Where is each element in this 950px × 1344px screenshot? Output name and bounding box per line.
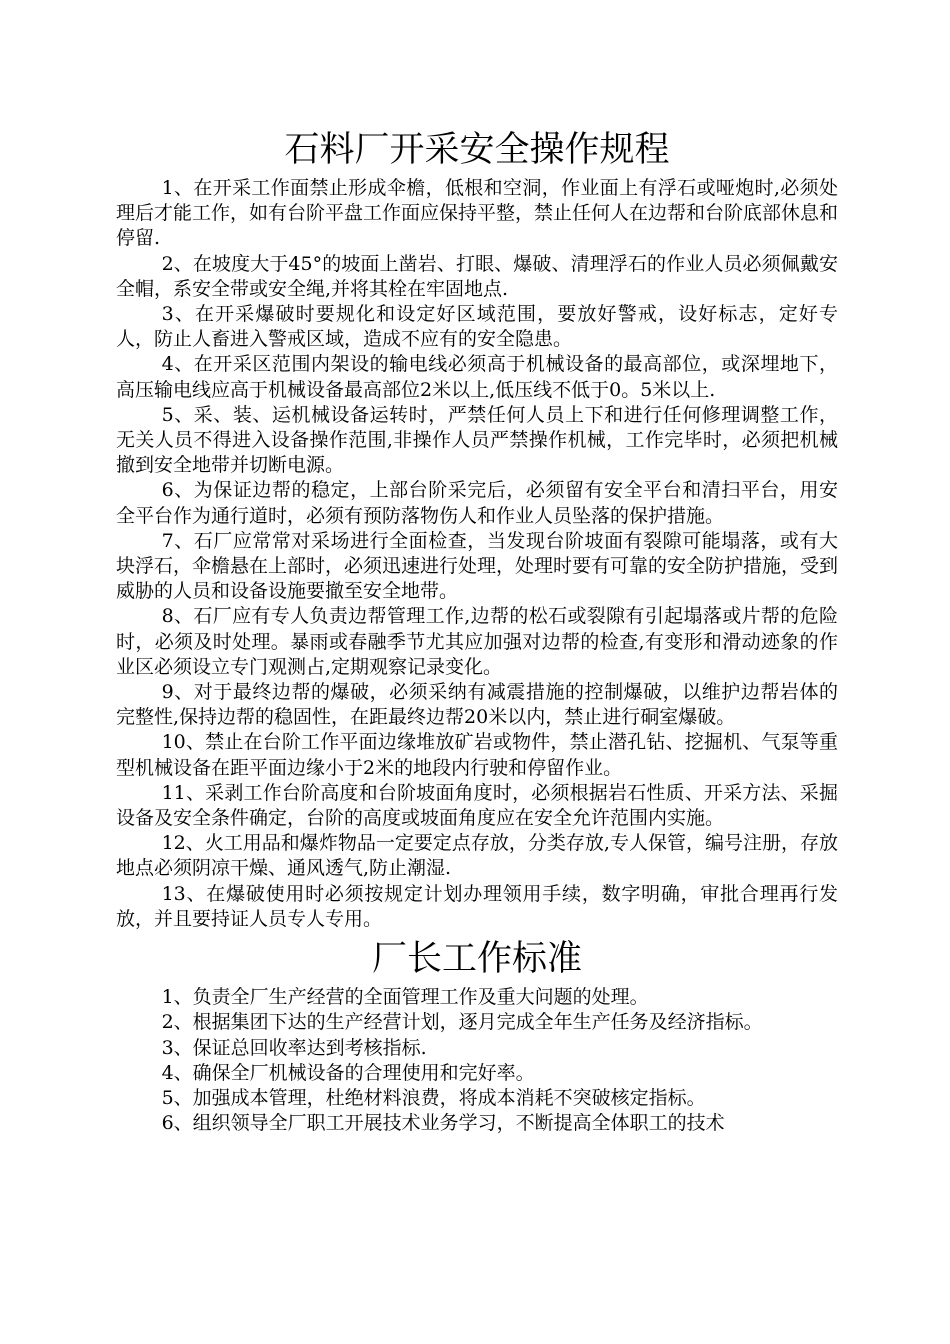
rule-paragraph-7: 7、石厂应常常对采场进行全面检查，当发现台阶坡面有裂隙可能塌落，或有大块浮石，伞檐悬在上部时，必须迅速进行处理，处理时要有可靠的安全防护措施，受到威胁的人员和设备设施要撤至安全地带。 xyxy=(116,529,839,603)
rule-paragraph-9: 9、对于最终边帮的爆破，必须采纳有减震措施的控制爆破，以维护边帮岩体的完整性,保持边帮的稳固性，在距最终边帮20米以内，禁止进行硐室爆破。 xyxy=(116,681,838,729)
standard-paragraph-6: 6、组织领导全厂职工开展技术业务学习，不断提高全体职工的技术 xyxy=(161,1112,725,1135)
document-page xyxy=(116,124,838,1136)
rule-paragraph-8: 8、石厂应有专人负责边帮管理工作,边帮的松石或裂隙有引起塌落或片帮的危险时，必须及时处理。暴雨或春融季节尤其应加强对边帮的检查,有变形和滑动迹象的作业区必须设立专门观测占,定期观察记录变化。 xyxy=(116,605,838,678)
standard-paragraph-3: 3、保证总回收率达到考核指标. xyxy=(161,1036,427,1059)
section-title-safety-rules: 石料厂开采安全操作规程 xyxy=(284,130,670,170)
rule-paragraph-6: 6、为保证边帮的稳定，上部台阶采完后，必须留有安全平台和清扫平台，用安全平台作为通行道时，必须有预防落物伤人和作业人员坠落的保护措施。 xyxy=(116,479,838,527)
rule-paragraph-10: 10、禁止在台阶工作平面边缘堆放矿岩或物件，禁止潜孔钻、挖掘机、气泵等重型机械设备在距平面边缘小于2米的地段内行驶和停留作业。 xyxy=(116,731,838,779)
standard-paragraph-5: 5、加强成本管理，杜绝材料浪费，将成本消耗不突破核定指标。 xyxy=(161,1086,706,1109)
rule-paragraph-1: 1、在开采工作面禁止形成伞檐，低根和空洞，作业面上有浮石或哑炮时,必须处理后才能工作，如有台阶平盘工作面应保持平整，禁止任何人在边帮和台阶底部休息和停留. xyxy=(116,177,839,250)
rule-paragraph-11: 11、采剥工作台阶高度和台阶坡面角度时，必须根据岩石性质、开采方法、采掘设备及安全条件确定，台阶的高度或坡面角度应在安全允许范围内实施。 xyxy=(116,781,838,830)
rule-paragraph-13: 13、在爆破使用时必须按规定计划办理领用手续，数字明确，审批合理再行发放，并且要持证人员专人专用。 xyxy=(116,882,838,930)
rule-paragraph-3: 3、在开采爆破时要规化和设定好区域范围，要放好警戒，设好标志，定好专人，防止人畜进入警戒区域，造成不应有的安全隐患。 xyxy=(116,303,838,351)
rule-paragraph-12: 12、火工用品和爆炸物品一定要定点存放，分类存放,专人保管，编号注册，存放地点必须阴凉干燥、通风透气,防止潮湿. xyxy=(116,832,838,880)
standard-paragraph-1: 1、负责全厂生产经营的全面管理工作及重大问题的处理。 xyxy=(161,986,649,1009)
safety-rules-section xyxy=(116,124,838,932)
rule-paragraph-2: 2、在坡度大于45°的坡面上凿岩、打眼、爆破、清理浮石的作业人员必须佩戴安全帽，系安全带或安全绳,并将其栓在牢固地点. xyxy=(116,252,838,300)
section-title-director-standards: 厂长工作标准 xyxy=(371,939,582,980)
rule-paragraph-5: 5、采、装、运机械设备运转时，严禁任何人员上下和进行任何修理调整工作，无关人员不得进入设备操作范围,非操作人员严禁操作机械，工作完毕时，必须把机械撤到安全地带并切断电源。 xyxy=(116,403,838,477)
rule-paragraph-4: 4、在开采区范围内架设的输电线必须高于机械设备的最高部位，或深埋地下，高压输电线应高于机械设备最高部位2米以上,低压线不低于0。5米以上. xyxy=(116,353,838,401)
director-standards-section xyxy=(116,933,838,1136)
standard-paragraph-4: 4、确保全厂机械设备的合理使用和完好率。 xyxy=(161,1061,535,1084)
standard-paragraph-2: 2、根据集团下达的生产经营计划，逐月完成全年生产任务及经济指标。 xyxy=(161,1011,763,1034)
